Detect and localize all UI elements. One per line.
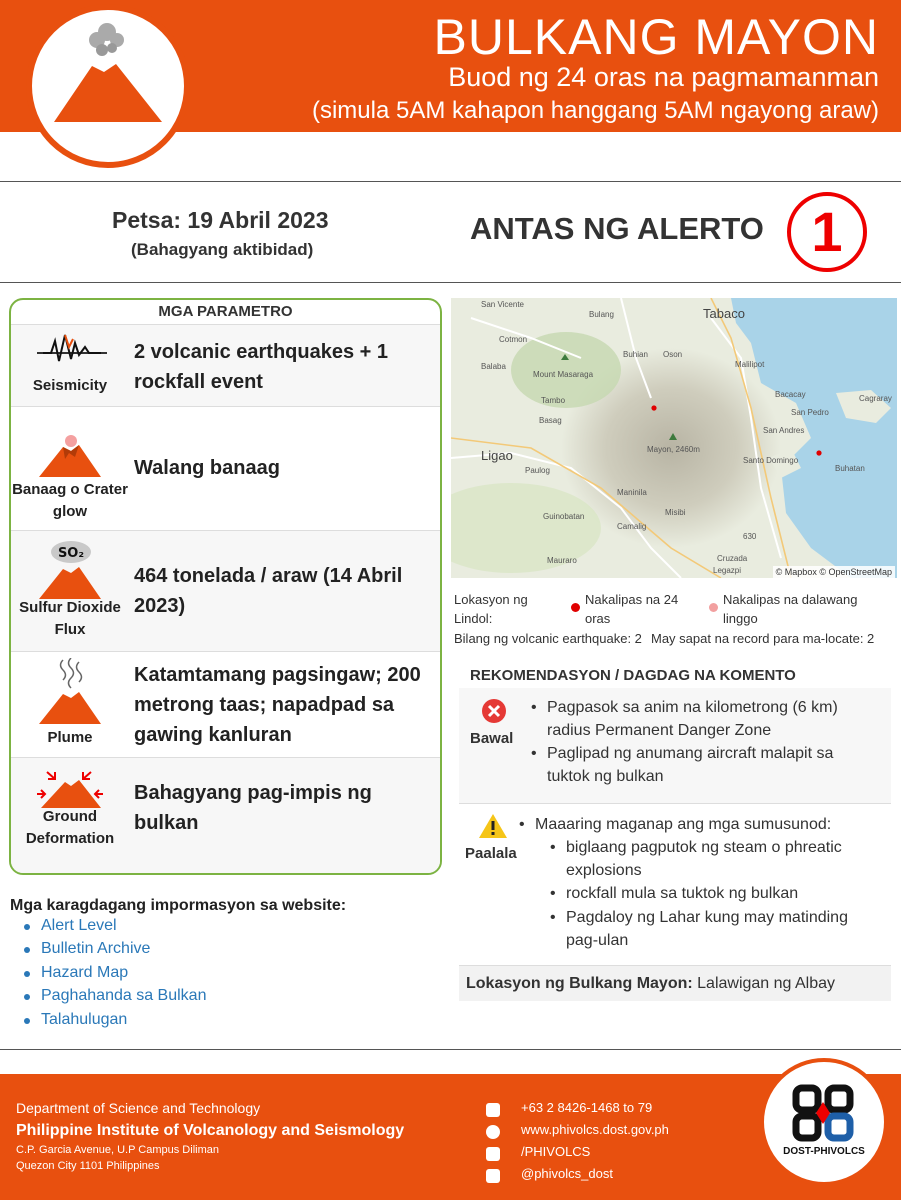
bawal-label: Bawal — [470, 730, 514, 747]
page-subtitle: Buod ng 24 oras na pagmamanman — [448, 62, 879, 92]
param-value: Katamtamang pagsingaw; 200 metrong taas; napadpad sa gawing kanluran — [134, 664, 421, 746]
link-alert-level[interactable]: Alert Level — [41, 917, 117, 934]
footer-dept: Department of Science and Technology — [16, 1100, 261, 1116]
divider — [0, 1049, 901, 1050]
map-place: Camalig — [617, 522, 647, 531]
bawal-item: • Pagpasok sa anim na kilometrong (6 km) radius Permanent Danger Zone — [547, 696, 867, 742]
map-place: Cagraray — [859, 394, 892, 403]
param-row-seismicity — [11, 324, 442, 406]
param-row-so2 — [11, 530, 442, 651]
rec-bawal — [459, 688, 891, 803]
map-place: 630 — [743, 532, 757, 541]
alert-level-label: ANTAS NG ALERTO — [470, 211, 764, 246]
param-value: 2 volcanic earthquakes + 1 rockfall event — [134, 341, 389, 393]
map-place: Tabaco — [703, 306, 745, 321]
recommendations-title: REKOMENDASYON / DAGDAG NA KOMENTO — [470, 667, 796, 684]
rec-paalala — [459, 803, 891, 963]
footer-facebook[interactable]: /PHIVOLCS — [521, 1144, 591, 1159]
map-place: Maninila — [617, 488, 647, 497]
param-label: Banaag o Crater glow — [12, 481, 128, 520]
bullet — [24, 947, 30, 953]
divider — [0, 181, 901, 182]
parameters-panel — [9, 298, 442, 875]
map-place: Santo Domingo — [743, 456, 799, 465]
map-place: San Pedro — [791, 408, 829, 417]
param-value: 464 tonelada / araw (14 Abril 2023) — [134, 565, 403, 617]
paalala-intro: • Maaaring maganap ang mga sumusunod: — [535, 813, 875, 836]
param-value: Walang banaag — [134, 457, 280, 479]
legend-dot-recent — [571, 603, 580, 612]
map-place: Buhian — [623, 350, 648, 359]
footer-address: C.P. Garcia Avenue, U.P Campus Diliman — [16, 1144, 219, 1156]
map-place: Ligao — [481, 448, 513, 463]
page-subtitle-period: (simula 5AM kahapon hanggang 5AM ngayong araw) — [311, 97, 879, 124]
footer-website[interactable]: www.phivolcs.dost.gov.ph — [521, 1122, 669, 1137]
twitter-icon — [486, 1169, 500, 1183]
map-place: Balaba — [481, 362, 506, 371]
more-info-title: Mga karagdagang impormasyon sa website: — [10, 897, 347, 914]
warning-icon — [478, 813, 508, 839]
so2-icon-text: SO₂ — [57, 546, 85, 561]
bawal-item: • Paglipad ng anumang aircraft malapit sa tuktok ng bulkan — [547, 742, 867, 788]
facebook-icon — [486, 1147, 500, 1161]
volcano-location-value: Lalawigan ng Albay — [697, 975, 836, 992]
map-place: Cruzada — [717, 554, 748, 563]
map-place: Paulog — [525, 466, 550, 475]
map-place: Misibi — [665, 508, 686, 517]
map-place: Malilipot — [735, 360, 765, 369]
map-place: Basag — [539, 416, 562, 425]
globe-icon — [486, 1125, 500, 1139]
map-place: Tambo — [541, 396, 566, 405]
param-row-plume — [11, 651, 442, 757]
divider — [0, 282, 901, 283]
bulletin-date: Petsa: 19 Abril 2023 — [112, 207, 329, 233]
footer-institute: Philippine Institute of Volcanology and Seismology — [16, 1122, 405, 1139]
footer-address: Quezon City 1101 Philippines — [16, 1160, 160, 1172]
bullet — [24, 994, 30, 1000]
param-row-ground-deformation — [11, 757, 442, 875]
param-value: Bahagyang pag-impis ng bulkan — [134, 782, 372, 834]
map-place: Mauraro — [547, 556, 577, 565]
paalala-label: Paalala — [465, 845, 517, 862]
legend-older: Nakalipas na dalawang linggo — [723, 592, 858, 626]
param-row-crater-glow — [11, 406, 442, 530]
earthquake-count: Bilang ng volcanic earthquake: 2 — [454, 631, 642, 646]
volcano-logo — [26, 4, 190, 168]
map-attribution[interactable]: © Mapbox © OpenStreetMap — [773, 566, 895, 578]
dost-phivolcs-logo — [760, 1058, 888, 1186]
volcano-location — [459, 965, 891, 1001]
map-place: San Vicente — [481, 300, 524, 309]
bullet — [24, 1018, 30, 1024]
earthquake-map[interactable] — [451, 298, 897, 578]
page-title: BULKANG MAYON — [433, 9, 879, 65]
located-count: May sapat na record para ma-locate: 2 — [651, 631, 875, 646]
map-place: San Andres — [763, 426, 805, 435]
activity-level: (Bahagyang aktibidad) — [131, 240, 314, 259]
parameters-title: MGA PARAMETRO — [158, 303, 293, 320]
link-hazard-map[interactable]: Hazard Map — [41, 964, 129, 981]
bullet — [24, 924, 30, 930]
map-place: Oson — [663, 350, 683, 359]
link-paghahanda[interactable]: Paghahanda sa Bulkan — [41, 987, 207, 1004]
map-place: Guinobatan — [543, 512, 585, 521]
footer-twitter[interactable]: @phivolcs_dost — [521, 1166, 613, 1181]
paalala-item: • Pagdaloy ng Lahar kung may matinding pag-ulan — [566, 906, 866, 952]
phivolcs-emblem-icon — [764, 1072, 884, 1152]
logo-text: DOST-PHIVOLCS — [783, 1146, 865, 1157]
param-label: Sulfur Dioxide Flux — [19, 599, 121, 638]
param-label: Plume — [47, 729, 93, 746]
map-place: Bulang — [589, 310, 614, 319]
map-place: Mount Masaraga — [533, 370, 594, 379]
map-place: Bacacay — [775, 390, 806, 399]
map-place: Legazpi — [713, 566, 742, 575]
legend-recent: Nakalipas na 24 oras — [585, 592, 679, 626]
param-label: Ground Deformation — [25, 808, 115, 847]
alert-level-badge: 1 — [787, 192, 867, 272]
map-place: Buhatan — [835, 464, 865, 473]
legend-dot-older — [709, 603, 718, 612]
link-talahulugan[interactable]: Talahulugan — [41, 1011, 128, 1028]
phone-icon — [486, 1103, 500, 1117]
map-place: Cotmon — [499, 335, 528, 344]
map-place: Mayon, 2460m — [647, 445, 700, 454]
paalala-item: • rockfall mula sa tuktok ng bulkan — [566, 882, 866, 905]
prohibited-icon — [481, 698, 507, 724]
param-label: Seismicity — [32, 377, 108, 394]
volcano-location-label: Lokasyon ng Bulkang Mayon: — [466, 975, 693, 992]
footer-phone[interactable]: +63 2 8426-1468 to 79 — [521, 1100, 653, 1115]
link-bulletin-archive[interactable]: Bulletin Archive — [41, 940, 151, 957]
bullet — [24, 971, 30, 977]
legend-title: Lokasyon ng Lindol: — [454, 592, 528, 626]
paalala-item: • biglaang pagputok ng steam o phreatic explosions — [566, 836, 866, 882]
volcano-icon — [32, 10, 184, 162]
